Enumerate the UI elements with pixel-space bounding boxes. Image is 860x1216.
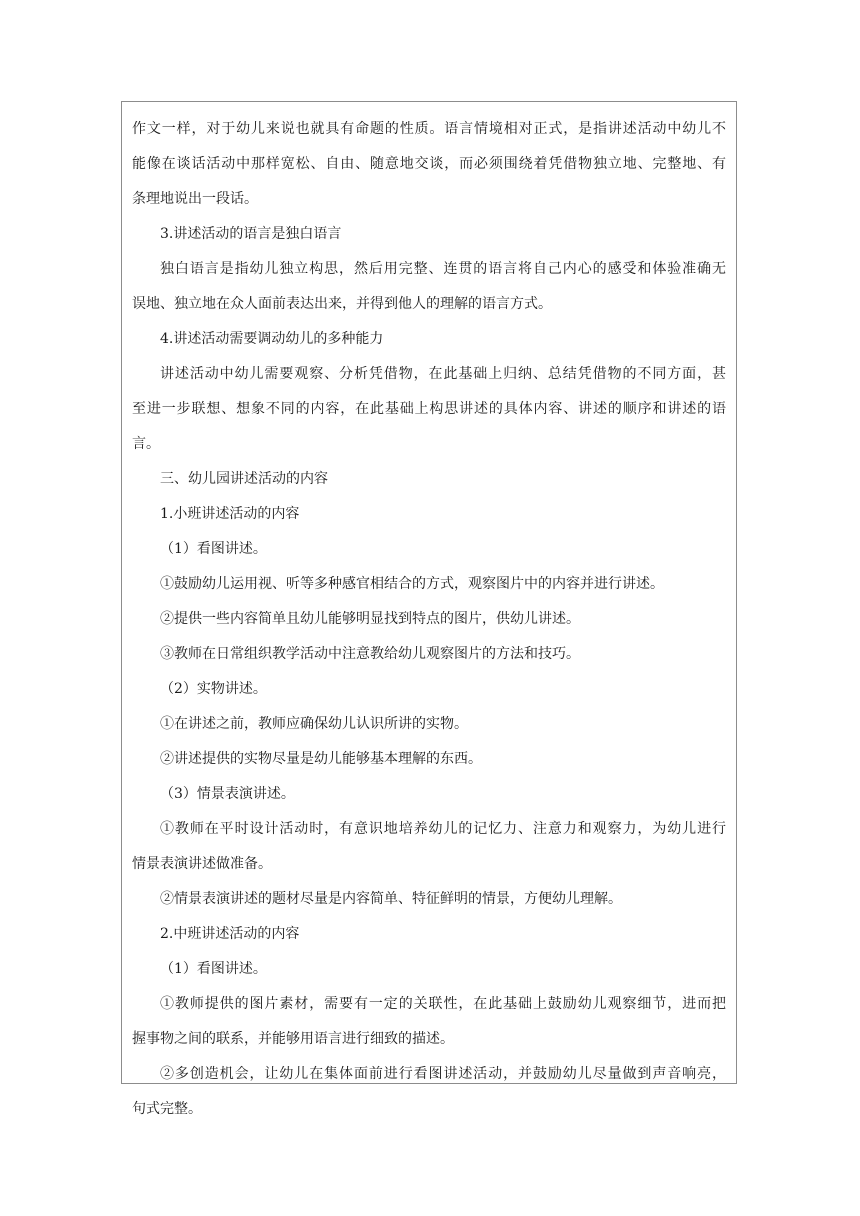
- text-line-content: 作文一样，对于幼儿来说也就具有命题的性质。语言情境相对正式，是指讲述活动中幼儿不: [132, 121, 726, 137]
- text-line: [132, 147, 726, 182]
- text-line-content: 三、幼儿园讲述活动的内容: [160, 471, 328, 487]
- text-line-content: 独白语言是指幼儿独立构思，然后用完整、连贯的语言将自己内心的感受和体验准确无: [160, 261, 726, 277]
- text-line: [132, 252, 726, 287]
- text-line: [132, 357, 726, 392]
- text-line: [132, 742, 726, 777]
- text-line-content: 4.讲述活动需要调动幼儿的多种能力: [160, 331, 384, 347]
- text-line-content: 2.中班讲述活动的内容: [160, 926, 300, 942]
- text-line: [132, 882, 726, 917]
- text-line: [132, 392, 726, 427]
- text-line: [132, 182, 726, 217]
- text-line: [132, 777, 726, 812]
- text-line-content: ②情景表演讲述的题材尽量是内容简单、特征鲜明的情景，方便幼儿理解。: [160, 891, 622, 907]
- text-line-content: ①教师提供的图片素材，需要有一定的关联性，在此基础上鼓励幼儿观察细节，进而把: [160, 996, 726, 1012]
- text-line: [132, 112, 726, 147]
- text-line: [132, 812, 726, 847]
- text-line: [132, 322, 726, 357]
- text-line-content: ②多创造机会，让幼儿在集体面前进行看图讲述活动，并鼓励幼儿尽量做到声音响亮，: [160, 1066, 726, 1082]
- text-line-content: 讲述活动中幼儿需要观察、分析凭借物，在此基础上归纳、总结凭借物的不同方面，甚: [160, 366, 726, 382]
- document-body: [132, 112, 726, 1127]
- text-line-content: （1）看图讲述。: [160, 961, 267, 977]
- text-line-content: 误地、独立地在众人面前表达出来，并得到他人的理解的语言方式。: [132, 296, 552, 312]
- text-line: [132, 567, 726, 602]
- text-line: [132, 707, 726, 742]
- text-line: [132, 532, 726, 567]
- text-line-content: （1）看图讲述。: [160, 541, 267, 557]
- text-line: [132, 427, 726, 462]
- text-line: [132, 462, 726, 497]
- text-line: [132, 987, 726, 1022]
- text-line: [132, 847, 726, 882]
- text-line-content: 1.小班讲述活动的内容: [160, 506, 300, 522]
- text-line-content: ②提供一些内容简单且幼儿能够明显找到特点的图片，供幼儿讲述。: [160, 611, 580, 627]
- text-line: [132, 287, 726, 322]
- text-line-content: 3.讲述活动的语言是独白语言: [160, 226, 342, 242]
- document-frame: [121, 101, 737, 1117]
- text-line: [132, 497, 726, 532]
- text-line: [132, 217, 726, 252]
- text-line: [132, 917, 726, 952]
- text-line: [132, 602, 726, 637]
- text-line-content: 言。: [132, 436, 160, 452]
- text-line: [132, 637, 726, 672]
- text-line-content: 至进一步联想、想象不同的内容，在此基础上构思讲述的具体内容、讲述的顺序和讲述的语: [132, 401, 726, 417]
- text-line-content: ③教师在日常组织教学活动中注意教给幼儿观察图片的方法和技巧。: [160, 646, 580, 662]
- text-line: [132, 1022, 726, 1057]
- text-line-content: ①在讲述之前，教师应确保幼儿认识所讲的实物。: [160, 716, 468, 732]
- text-line-content: 句式完整。: [132, 1101, 202, 1117]
- text-line-content: ①教师在平时设计活动时，有意识地培养幼儿的记忆力、注意力和观察力，为幼儿进行: [160, 821, 726, 837]
- text-line-content: 情景表演讲述做准备。: [132, 856, 272, 872]
- text-line: [132, 672, 726, 707]
- text-line-content: 能像在谈话活动中那样宽松、自由、随意地交谈，而必须围绕着凭借物独立地、完整地、有: [132, 156, 726, 172]
- text-line: [132, 1092, 726, 1127]
- text-line-content: 条理地说出一段话。: [132, 191, 258, 207]
- text-line-content: （3）情景表演讲述。: [160, 786, 295, 802]
- text-line: [132, 1057, 726, 1092]
- text-line-content: （2）实物讲述。: [160, 681, 267, 697]
- text-line-content: ①鼓励幼儿运用视、听等多种感官相结合的方式，观察图片中的内容并进行讲述。: [160, 576, 664, 592]
- text-line-content: 握事物之间的联系，并能够用语言进行细致的描述。: [132, 1031, 454, 1047]
- text-line: [132, 952, 726, 987]
- text-line-content: ②讲述提供的实物尽量是幼儿能够基本理解的东西。: [160, 751, 482, 767]
